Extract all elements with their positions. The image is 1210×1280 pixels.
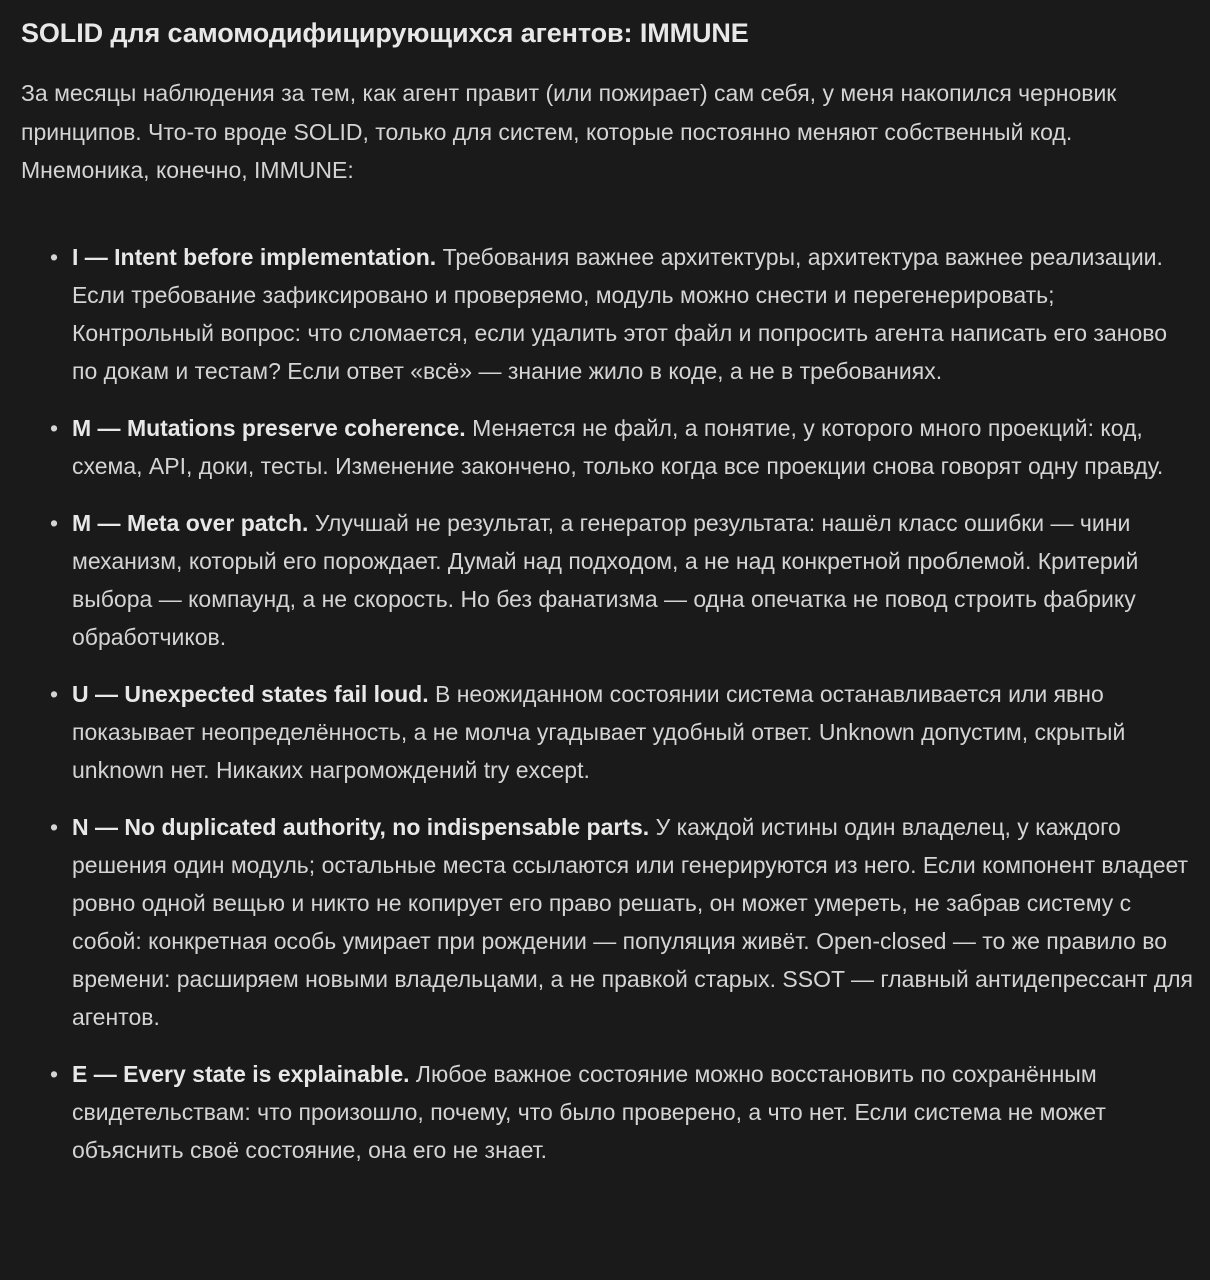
bullet-icon: •	[50, 415, 59, 441]
principle-item-intent	[50, 238, 1195, 390]
article-title: SOLID для самомодифицирующихся агентов: IMMUNE	[21, 18, 749, 48]
principle-item-explainable	[50, 1055, 1195, 1169]
bullet-icon: •	[50, 510, 59, 536]
principle-item-meta	[50, 504, 1195, 656]
principle-body: Любое важное состояние можно восстановить по сохранённым свидетельствам: что произошло, почему, что было проверено, а что нет. Если система не может объяснить своё состояние, она его не знает.	[72, 1061, 1106, 1163]
principle-heading: N — No duplicated authority, no indispensable parts.	[72, 814, 650, 840]
bullet-icon: •	[50, 814, 59, 840]
bullet-icon: •	[50, 244, 59, 270]
principle-body: Требования важнее архитектуры, архитектура важнее реализации. Если требование зафиксировано и проверяемо, модуль можно снести и перегенерировать; Контрольный вопрос: что сломается, если удалить этот файл и попросить агента написать его заново по докам и тестам? Если ответ «всё» — знание жило в коде, а не в требованиях.	[72, 244, 1167, 384]
principle-body: Улучшай не результат, а генератор результата: нашёл класс ошибки — чини механизм, который его порождает. Думай над подходом, а не над конкретной проблемой. Критерий выбора — компаунд, а не скорость. Но без фанатизма — одна опечатка не повод строить фабрику обработчиков.	[72, 510, 1139, 650]
principle-heading: M — Meta over patch.	[72, 510, 309, 536]
principle-heading: I — Intent before implementation.	[72, 244, 437, 270]
principle-heading: U — Unexpected states fail loud.	[72, 681, 429, 707]
principle-body: Меняется не файл, а понятие, у которого много проекций: код, схема, API, доки, тесты. Изменение закончено, только когда все проекции снова говорят одну правду.	[72, 415, 1164, 479]
principle-item-no-duplicated	[50, 808, 1195, 1036]
principle-heading: E — Every state is explainable.	[72, 1061, 410, 1087]
bullet-icon: •	[50, 1061, 59, 1087]
principles-list	[50, 238, 1195, 1188]
principle-heading: M — Mutations preserve coherence.	[72, 415, 466, 441]
bullet-icon: •	[50, 681, 59, 707]
principle-body: В неожиданном состоянии система останавливается или явно показывает неопределённость, а не молча угадывает удобный ответ. Unknown допустим, скрытый unknown нет. Никаких нагромождений try except.	[72, 681, 1126, 783]
principle-item-unexpected	[50, 675, 1195, 789]
principle-item-mutations	[50, 409, 1195, 485]
article-intro: За месяцы наблюдения за тем, как агент правит (или пожирает) сам себя, у меня накопился черновик принципов. Что-то вроде SOLID, только для систем, которые постоянно меняют собственный код. Мнемоника, конечно, IMMUNE:	[21, 80, 1117, 183]
principle-body: У каждой истины один владелец, у каждого решения один модуль; остальные места ссылаются или генерируются из него. Если компонент владеет ровно одной вещью и никто не копирует его право решать, он может умереть, не забрав систему с собой: конкретная особь умирает при рождении — популяция живёт. Open-closed — то же правило во времени: расширяем новыми владельцами, а не правкой старых. SSOT — главный антидепрессант для агентов.	[72, 814, 1194, 1030]
